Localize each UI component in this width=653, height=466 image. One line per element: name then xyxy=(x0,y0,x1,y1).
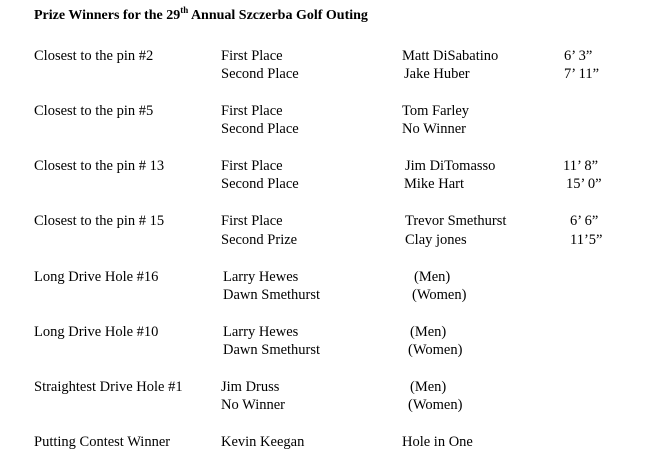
category-label: (Men) xyxy=(410,379,447,395)
event-name: Putting Contest Winner xyxy=(34,434,171,450)
distance-value: 15’ 0” xyxy=(566,176,602,192)
winner-name: No Winner xyxy=(221,397,285,413)
place-label: Second Prize xyxy=(221,232,298,248)
category-label: (Women) xyxy=(408,397,463,413)
distance-value: 11’5” xyxy=(570,232,603,248)
page-title xyxy=(34,5,368,24)
winner-name: Jim DiTomasso xyxy=(405,158,496,174)
place-label: Second Place xyxy=(221,121,299,137)
event-name: Straightest Drive Hole #1 xyxy=(34,379,183,395)
category-label: (Women) xyxy=(412,287,467,303)
category-label: Hole in One xyxy=(402,434,473,450)
winner-name: Matt DiSabatino xyxy=(402,48,499,64)
place-label: First Place xyxy=(221,158,283,174)
distance-value: 6’ 6” xyxy=(570,213,599,229)
winner-name: Larry Hewes xyxy=(223,324,299,340)
winner-name: Dawn Smethurst xyxy=(223,342,321,358)
place-label: First Place xyxy=(221,103,283,119)
winner-name: Larry Hewes xyxy=(223,269,299,285)
winner-name: Trevor Smethurst xyxy=(405,213,507,229)
place-label: Second Place xyxy=(221,66,299,82)
place-label: First Place xyxy=(221,48,283,64)
title-superscript: th xyxy=(180,5,189,15)
place-label: Second Place xyxy=(221,176,299,192)
event-name: Closest to the pin # 15 xyxy=(34,213,165,229)
event-name: Closest to the pin #5 xyxy=(34,103,154,119)
event-name: Long Drive Hole #16 xyxy=(34,269,159,285)
event-name: Long Drive Hole #10 xyxy=(34,324,159,340)
winner-name: Clay jones xyxy=(405,232,467,248)
distance-value: 11’ 8” xyxy=(563,158,599,174)
category-label: (Men) xyxy=(410,324,447,340)
winner-name: Tom Farley xyxy=(402,103,470,119)
winner-name: Jim Druss xyxy=(221,379,280,395)
place-label: First Place xyxy=(221,213,283,229)
category-label: (Women) xyxy=(408,342,463,358)
category-label: (Men) xyxy=(414,269,451,285)
distance-value: 6’ 3” xyxy=(564,48,593,64)
winner-name: No Winner xyxy=(402,121,466,137)
event-name: Closest to the pin #2 xyxy=(34,48,154,64)
winner-name: Mike Hart xyxy=(404,176,464,192)
title-prefix: Prize Winners for the 29 xyxy=(34,8,181,23)
winner-name: Jake Huber xyxy=(404,66,470,82)
distance-value: 7’ 11” xyxy=(564,66,600,82)
winner-name: Dawn Smethurst xyxy=(223,287,321,303)
winner-name: Kevin Keegan xyxy=(221,434,305,450)
event-name: Closest to the pin # 13 xyxy=(34,158,165,174)
title-suffix: Annual Szczerba Golf Outing xyxy=(188,8,368,23)
